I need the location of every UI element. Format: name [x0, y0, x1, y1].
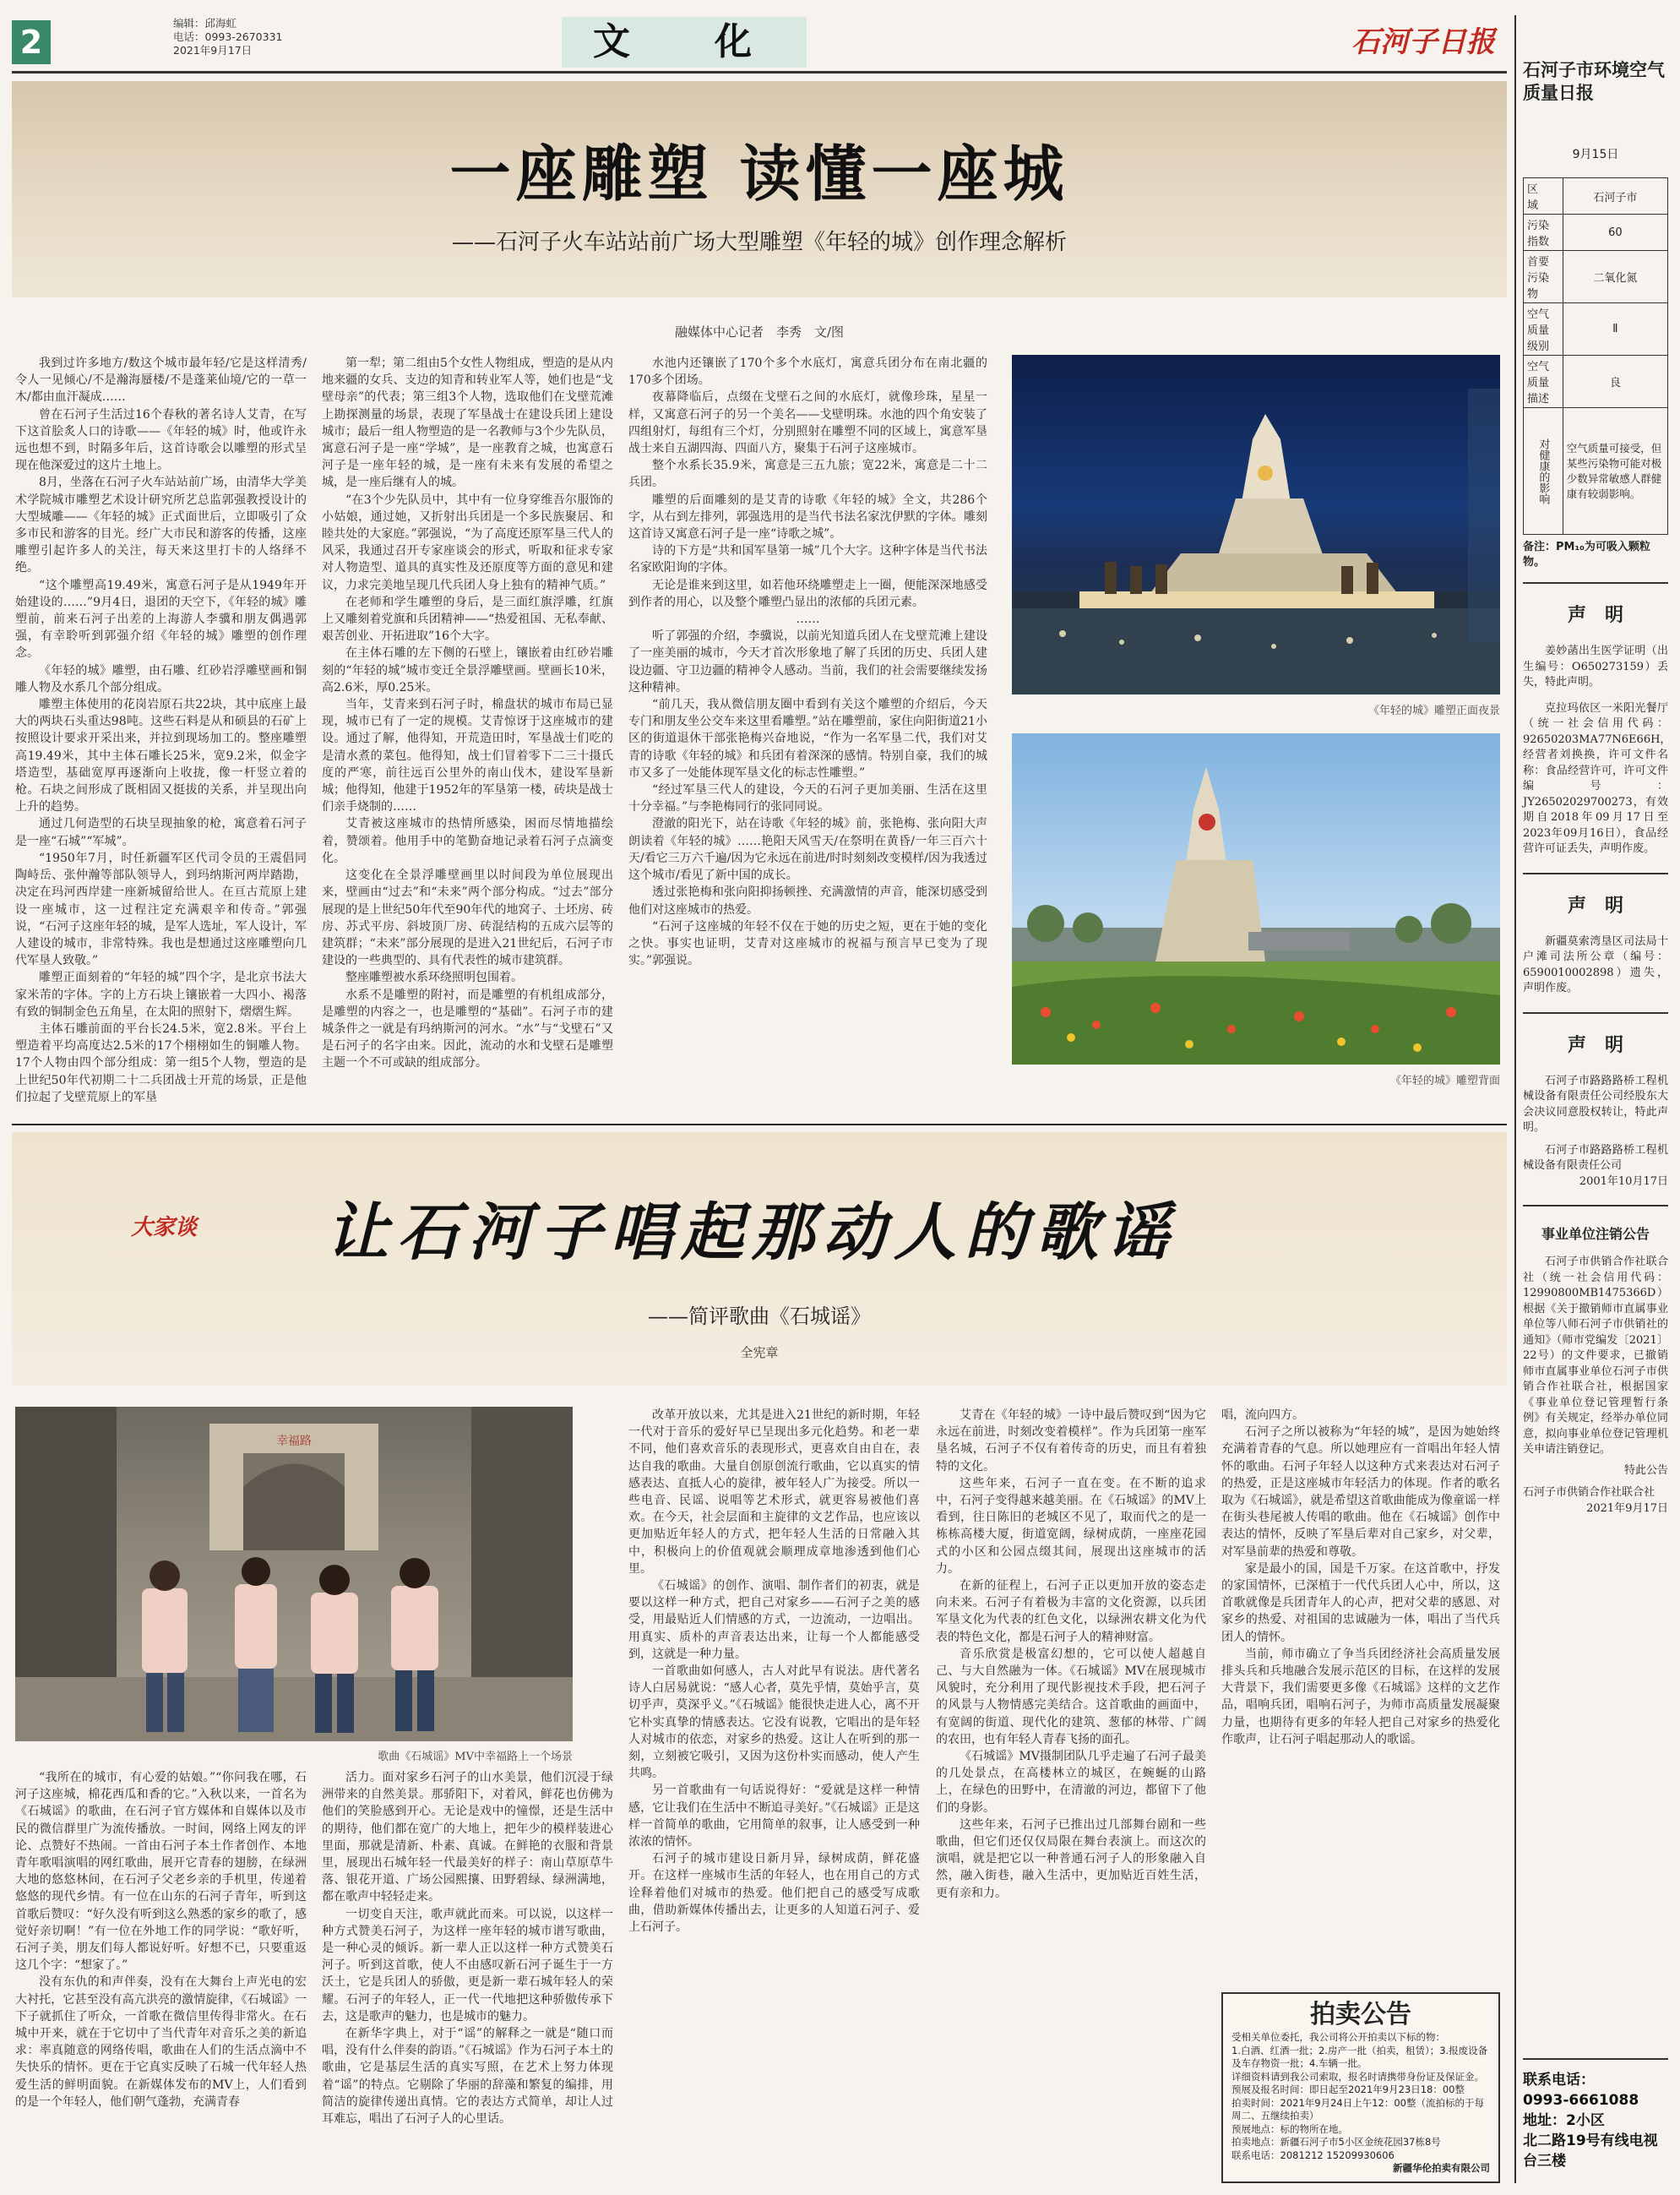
mv-photo-caption: 歌曲《石城谣》MV中幸福路上一个场景 — [378, 1751, 573, 1763]
notice-date: 2001年10月17日 — [1579, 1174, 1668, 1188]
article1-paragraph: 雕塑正面刻着的“年轻的城”四个字，是北京书法大家米芾的字体。字的上方石块上镶嵌着一大四小、褐落有致的铜制金色五角星，在太阳的照射下，熠熠生辉。 — [15, 971, 307, 1019]
aq-title: 石河子市环境空气质量日报 — [1523, 60, 1665, 103]
aq-value: 良 — [1563, 356, 1667, 408]
notice-text: 石河子市路路路桥工程机械设备有限责任公司经股东大会决议同意股权转让，特此声明。 — [1523, 1074, 1668, 1134]
article2-column-5 — [1221, 1407, 1500, 1981]
auction-line: 拍卖地点：新疆石河子市5小区金统花园37栋8号 — [1231, 2136, 1441, 2148]
aq-note: 备注：PM₁₀为可吸入颗粒物。 — [1523, 541, 1650, 569]
article2-paragraph: 这些年来，石河子一直在变。在不断的追求中，石河子变得越来越美丽。在《石城谣》的MV上看到，往日陈旧的老城区不见了，取而代之的是一栋栋高楼大厦，街道宽阔，绿树成荫，一座座花园式的小区和公园点缀其间，展现出这座城市的活力。 — [936, 1476, 1206, 1576]
article1-paragraph: 雕塑主体使用的花岗岩原石共22块，其中底座上最大的两块石头重达98吨。这些石料是从和硕县的石矿上按照设计要求开采出来，并拉到现场加工的。整座雕塑高19.49米，其中主体石雕长25米，宽9.2米，似金字塔造型，基础宽厚再逐渐向上收拢，像一杆竖立着的枪。石块之间形成了既相固又挺拔的关系，并呈现出向上升的趋势。 — [15, 698, 307, 814]
sidebar — [1523, 17, 1672, 2183]
article1-paragraph: 《年轻的城》雕塑，由石雕、红砂岩浮雕壁画和铜雕人物及水系几个部分组成。 — [15, 663, 307, 694]
article2-paragraph: 一首歌曲如何感人，古人对此早有说法。唐代著名诗人白居易就说：“感人心者，莫先乎情，莫始乎言，莫切乎声，莫深乎义。”《石城谣》能很快走进人心，离不开它朴实真挚的情感表达。它没有说教，它唱出的是年轻人对城市的依恋，对家乡的热爱。这让人在听到的那一刻，立刻被它吸引，又因为这份朴实而感动，使人产生共鸣。 — [628, 1664, 920, 1781]
auction-title: 拍卖公告 — [1310, 2000, 1411, 2029]
article1-paragraph: 曾在石河子生活过16个春秋的著名诗人艾青，在写下这首脍炙人口的诗歌——《年轻的城》时，他或许永远也想不到，时隔多年后，这首诗歌会以雕塑的形式呈现在他深爱过的这片土地上。 — [15, 407, 307, 473]
notice-title: 声 明 — [1567, 895, 1623, 917]
contact-address: 地址：2小区 — [1523, 2112, 1605, 2129]
article1-paragraph: 雕塑的后面雕刻的是艾青的诗歌《年轻的城》全文，共286个字，从右到左排列，郭强选用的是当代书法名家沈伊默的字体。雕刻这首诗又寓意石河子是一座“诗歌之城”。 — [628, 493, 987, 542]
notice-text: 新疆莫索湾垦区司法局十户滩司法所公章（编号：6590010002898）遗失，声明作废。 — [1523, 934, 1668, 994]
article1-paragraph: 澄澈的阳光下，站在诗歌《年轻的城》前，张艳梅、张向阳大声朗读着《年轻的城》……艳阳天风雪天/在祭明在黄昏/一年三百六十天/看它三万六千遍/因为它永远在前进/时时刻刻改变模样/因为我透过这个城市/看见了新中国的成长。 — [628, 817, 987, 883]
article1-paragraph: 水系不是雕塑的附衬，而是雕塑的有机组成部分，是雕塑的内容之一，也是雕塑的“基础”。石河子市的建城条件之一就是有玛纳斯河的河水。“水”与“戈壁石”又是石河子的名字由来。因此，流动的水和戈壁石是雕塑主题一个不可或缺的组成部分。 — [322, 988, 613, 1070]
article1-paragraph: 无论是谁来到这里，如若他环绕雕塑走上一圈，便能深深地感受到作者的用心，以及整个雕塑凸显出的浓郁的兵团元素。 — [628, 578, 987, 609]
notice-title: 事业单位注销公告 — [1541, 1226, 1650, 1242]
article1-paragraph: 诗的下方是“共和国军垦第一城”几个大字。这种字体是当代书法名家欧阳询的字体。 — [628, 544, 987, 575]
article1-paragraph: “经过军垦三代人的建设，今天的石河子更加美丽、生活在这里十分幸福。”与李艳梅同行的张同同说。 — [628, 783, 987, 814]
article1-paragraph: 当年，艾青来到石河子时，棉盘状的城市布局已显现，城市已有了一定的规模。艾青惊讶于这座城市的建设。通过了解，他得知，开荒造田时，军垦战士们吃的是清水煮的菜包。他得知，战士们冒着零下二三十摄氏度的严寒，前往远百公里外的南山伐木，建设军垦新城；他得知，他建于1952年的军垦第一楼，砖块是战士们亲手烧制的…… — [322, 698, 613, 814]
auction-line: 受相关单位委托，我公司将公开拍卖以下标的物： — [1231, 2031, 1445, 2043]
article1-paragraph: “1950年7月，时任新疆军区代司令员的王震倡同陶峙岳、张仲瀚等部队领导人，到玛纳斯河两岸踏勘，决定在玛河西岸建一座新城留给世人。在亘古荒原上建设一座城市，这一过程注定充满艰辛和传奇。”郭强说，“石河子这座年轻的城，是军人选址，军人设计，军人建设的城市，非常特殊。我也是想通过这座雕塑向几代军垦人致敬。” — [15, 851, 307, 968]
sculpture-night-photo — [1012, 355, 1500, 694]
article1-column-1 — [15, 355, 307, 1104]
article1-paragraph: 夜幕降临后，点缀在戈壁石之间的水底灯，就像珍珠，星星一样，又寓意石河子的另一个美名——戈壁明珠。水池的四个角安装了四组射灯，每组有三个灯，分别照射在雕塑不同的区域上，寓意军垦战士来自五湖四海、四面八方，聚集于石河子这座城市。 — [628, 390, 987, 456]
column-tag: 大家谈 — [131, 1215, 198, 1240]
article1-paragraph: 我到过许多地方/数这个城市最年轻/它是这样清秀/令人一见倾心/不是瀚海蜃楼/不是蓬莱仙境/它的一草一木/都由血汗凝成…… — [15, 357, 307, 405]
notice-text: 石河子市供销合作社联合社（统一社会信用代码：12990800MB1475366D）根据《关于撤销师市直属事业单位等八师石河子市供销社的通知》（师市党编发〔2021〕22号）的文件要求，已撤销师市直属事业单位石河子市供销合作社联合社，根据国家《事业单位登记管理暂行条例》有关规定，经举办单位同意，拟向事业单位登记管理机关申请注销登记。 — [1523, 1255, 1668, 1456]
aq-value: Ⅱ — [1563, 303, 1667, 356]
article2-paragraph: 《石城谣》的创作、演唱、制作者们的初衷，就是要以这样一种方式，把自己对家乡——石河子之美的感受，用最贴近人们情感的方式，一边流动，一边唱出。用真实、质朴的声音表达出来，让每一个人都能感受到，这就是一种力量。 — [628, 1579, 920, 1661]
article1-paragraph: …… — [796, 613, 820, 627]
article2-title: 让石河子唱起那动人的歌谣 — [326, 1196, 1177, 1269]
auction-line: 1.白酒、红酒一批；2.房产一批（拍卖，租赁）；3.报废设备及车存物资一批；4.车辆一批。 — [1231, 2044, 1488, 2069]
article2-paragraph: 一切变自天注，歌声就此而来。可以说，以这样一种方式赞美石河子，为这样一座年轻的城市谱写歌曲，是一种心灵的倾诉。新一辈人正以这样一种方式赞美石河子。听到这首歌，使人不由感叹新石河子诞生于一方沃土，它是兵团人的骄傲，更是新一辈石城年轻人的荣耀。石河子的年轻人，正一代一代地把这种骄傲传承下去，这是歌声的魅力，也是城市的魅力。 — [322, 1907, 613, 2023]
aq-value: 空气质量可接受，但某些污染物可能对极少数异常敏感人群健康有较弱影响。 — [1563, 408, 1667, 535]
section-title: 文 化 — [593, 20, 775, 63]
page-number-badge — [12, 20, 51, 64]
notice-special: 特此公告 — [1623, 1463, 1668, 1477]
mv-scene-photo — [15, 1407, 573, 1741]
auction-company: 新疆华伦拍卖有限公司 — [1393, 2162, 1490, 2174]
article2-paragraph: 活力。面对家乡石河子的山水美景，他们沉浸于绿洲带来的自然美景。那骄阳下，对着风，鲜花也仿佛为他们的笑脸感到开心。无论是戏中的憧憬，还是生活中的期待，他们都在宽广的大地上，把年少的模样装进心里面，那就是清新、朴素、真诚。在鲜艳的衣服和背景里，展现出石城年轻一代最美好的样子：南山草原草牛落、银花开道、广场公园熙攘、田野碧绿、绿洲满地，都在歌声中轻轻走来。 — [322, 1771, 613, 1904]
auction-line: 预展及报名时间：即日起至2021年9月23日18：00整 — [1231, 2083, 1465, 2095]
article2-column-2 — [322, 1769, 613, 2183]
article2-paragraph: 唱，流向四方。 — [1221, 1408, 1304, 1422]
article2-column-4 — [936, 1407, 1206, 2183]
contact-label: 联系电话： — [1523, 2072, 1595, 2089]
article1-paragraph: 这变化在全景浮雕壁画里以时间段为单位展现出来，壁画由“过去”和“未来”两个部分构成。“过去”部分展现的是上世纪50年代至90年代的地窝子、土坯房、砖房、苏式平房、斜坡顶厂房、砖混结构的五成六层等的建筑群；“未来”部分展现的是进入21世纪后，石河子市建设的一些典型的、具有代表性的城市建筑群。 — [322, 869, 613, 968]
paper-logo: 石河子日报 — [1351, 25, 1495, 59]
article2-paragraph: 在新的征程上，石河子正以更加开放的姿态走向未来。石河子有着极为丰富的文化资源，以兵团军垦文化为代表的红色文化，以绿洲农耕文化为代表的特色文化，都是石河子人的精神财富。 — [936, 1579, 1206, 1644]
aq-key: 空气质量级别 — [1524, 303, 1563, 356]
auction-line: 联系电话：2081212 15209930606 — [1231, 2149, 1395, 2161]
article1-paragraph: 在老师和学生雕塑的身后，是三面红旗浮雕，红旗上又雕刻着党旗和兵团精神——“热爱祖国、无私奉献、艰苦创业、开拓进取”16个大字。 — [322, 595, 613, 644]
aq-key: 空气质量描述 — [1524, 356, 1563, 408]
aq-value: 60 — [1563, 215, 1667, 251]
contact-phone: 0993-6661088 — [1523, 2092, 1639, 2109]
contact-address: 北二路19号有线电视台三楼 — [1523, 2132, 1658, 2170]
aq-key: 对健康的影响 — [1524, 408, 1563, 535]
editor-name: 编辑：邱海虹 — [173, 17, 237, 30]
article2-paragraph: “我所在的城市，有心爱的姑娘。”“你问我在哪，石河子这座城，棉花西瓜和香的它。”入秋以来，一首名为《石城谣》的歌曲，在石河子官方媒体和自媒体以及市民的微信群里广为流传播放。一时间，网络上网友的评论、点赞好不热闹。一首由石河子本土作者创作、本地青年歌唱演唱的网红歌曲，展开它青春的翅膀，在绿洲大地的悠悠林间，在石河子父老乡亲的手机里，传递着悠悠的现代乡情。有一位在山东的石河子青年，听到这首歌后赞叹：“好久没有听到这么熟悉的家乡的歌了，感觉好亲切啊！”有一位在外地工作的同学说：“歌好听，石河子美，朋友们每人都说好听。好想不已，只要重返这几个字：“想家了。” — [15, 1771, 307, 1973]
photo-caption-night: 《年轻的城》雕塑正面夜景 — [1367, 705, 1500, 717]
contact-box — [1523, 2058, 1668, 2171]
article2-paragraph: 另一首歌曲有一句话说得好：“爱就是这样一种情感，它让我们在生活中不断追寻美好。”《石城谣》正是这样一首简单的歌曲，它用简单的叙事，让人感受到一种浓浓的情怀。 — [628, 1784, 920, 1849]
sculpture-night-illustration — [1012, 355, 1500, 694]
article1-paragraph: “前几天，我从微信朋友圈中看到有关这个雕塑的介绍后，今天专门和朋友坐公交车来这里看雕塑。”站在雕塑前，家住向阳街道21小区的街道退休干部张艳梅兴奋地说，“作为一名军垦二代，我们对艾青的诗歌《年轻的城》和兵团有着深深的感情。特别自豪，我们的城市又多了一处能体现军垦文化的标志性雕塑。” — [628, 698, 987, 780]
article1-paragraph: 在主体石雕的左下侧的石壁上，镶嵌着由红砂岩雕刻的“年轻的城”城市变迁全景浮雕壁画。壁画长10米，高2.6米，厚0.25米。 — [322, 646, 613, 694]
sculpture-day-photo — [1012, 733, 1500, 1065]
article2-paragraph: 没有东仇的和声伴奏，没有在大舞台上声光电的宏大衬托，它甚至没有高亢洪亮的激情旋律，《石城谣》一下子就抓住了听众，一首歌在微信里传得非常火。在石城中开来，就在于它切中了当代青年对音乐之美的新追求：率真随意的网络传唱，歌曲在人们的生活点滴中不失快乐的情怀。更在于它真实反映了石城一代年轻人热爱生活的鲜明面貌。在新媒体发布的MV上，人们看到的是一个年轻人，他们朝气蓬勃，充满青春 — [15, 1975, 307, 2109]
article2-paragraph: 在新华字典上，对于“谣”的解释之一就是“随口而唱，没有什么伴奏的韵语。”《石城谣》作为石河子本土的歌曲，它是基层生活的真实写照，在艺术上努力体现着“谣”的特点。它剔除了华丽的辞藻和繁复的编排，用简洁的旋律传递出真情。它的表达方式简单，却让人过耳难忘，唱出了石河子人的心里话。 — [322, 2027, 613, 2127]
sculpture-day-illustration — [1012, 733, 1500, 1065]
article2-byline: 全宪章 — [740, 1345, 779, 1360]
article1-paragraph: 整座雕塑被水系环绕照明包围着。 — [345, 971, 523, 985]
mv-scene-illustration — [15, 1407, 573, 1741]
article1-title: 一座雕塑 读懂一座城 — [449, 139, 1069, 210]
article2-paragraph: 石河子的城市建设日新月异，绿树成荫，鲜花盛开。在这样一座城市生活的年轻人，也在用自己的方式诠释着他们对城市的热爱。他们把自己的感受写成歌曲，借助新媒体传播出去，让更多的人知道石河子、爱上石河子。 — [628, 1852, 920, 1935]
article2-paragraph: 音乐欣赏是极富幻想的，它可以使人超越自己、与大自然融为一体。《石城谣》MV在展现城市风貌时，充分利用了现代影视技术手段，把石河子的风景与人物情感完美结合。这首歌曲的画面中，有宽阔的街道、现代化的建筑、葱郁的林带、广阔的农田，也有年轻人青春飞扬的面孔。 — [936, 1647, 1206, 1746]
article2-paragraph: 当前，师市确立了争当兵团经济社会高质量发展排头兵和兵地融合发展示范区的目标，在这样的发展大背景下，我们需要更多像《石城谣》这样的文艺作品，唱响兵团，唱响石河子，为师市高质量发展凝聚力量，也期待有更多的年轻人把自己对家乡的热爱化作歌声，让石河子唱起那动人的歌谣。 — [1221, 1647, 1500, 1746]
aq-value: 二氧化氮 — [1563, 251, 1667, 303]
notice-sign: 石河子市路路路桥工程机械设备有限责任公司 — [1523, 1143, 1668, 1172]
aq-key: 污染指数 — [1524, 215, 1563, 251]
article1-paragraph: “石河子这座城的年轻不仅在于她的历史之短，更在于她的变化之快。事实也证明，艾青对这座城市的祝福与预言早已变为了现实。”郭强说。 — [628, 919, 987, 968]
article2-paragraph: 石河子之所以被称为“年轻的城”，是因为她始终充满着青春的气息。所以她理应有一首唱出年轻人情怀的歌曲。石河子年轻人以这种方式来表达对石河子的热爱，正是这座城市年轻活力的体现。作者的歌名取为《石城谣》，就是希望这首歌曲能成为像童谣一样在街头巷尾被人传唱的歌曲。他在《石城谣》创作中表达的情怀，反映了军垦后辈对自己家乡，对父辈，对军垦前辈的热爱和尊敬。 — [1221, 1425, 1500, 1559]
article2-subtitle: ——简评歌曲《石城谣》 — [648, 1304, 871, 1328]
article2-column-1 — [15, 1769, 307, 2183]
article1-paragraph: 艾青被这座城市的热情所感染，困而尽情地描绘着，赞颂着。他用手中的笔勤奋地记录着石河子点滴变化。 — [322, 817, 613, 865]
article2-column-3 — [628, 1407, 920, 2183]
article1-paragraph: 主体石雕前面的平台长24.5米，宽2.8米。平台上塑造着平均高度达2.5米的17个栩栩如生的铜雕人物。17个人物由四个部分组成：第一组5个人物，塑造的是上世纪50年代初期二十二兵团战士开荒的场景，正是他们拉起了戈壁荒原上的军垦 — [15, 1021, 307, 1104]
editor-phone: 电话：0993-2670331 — [173, 30, 283, 43]
article2-paragraph: 家是最小的国，国是千万家。在这首歌中，抒发的家国情怀，已深植于一代代兵团人心中，所以，这首歌就像是兵团青年人的心声，把对父辈的感恩、对家乡的热爱、对祖国的忠诚融为一体，唱出了当代兵团人的情怀。 — [1221, 1561, 1500, 1644]
aq-key: 首要污染物 — [1524, 251, 1563, 303]
article1-paragraph: 第一犁；第二组由5个女性人物组成，塑造的是从内地来疆的女兵、支边的知青和转业军人等，她们也是“戈壁母亲”的代表；第三组3个人物，选取他们在戈壁荒滩上勘探测量的场景，表现了军垦战士在建设兵团上建设城市；最后一组人物塑造的是一名教师与3个少先队员，寓意石河子是一座“学城”，是一座教育之城，也寓意石河子是一座年轻的城，是一座有未来有发展的希望之城，是一座后继有人的城。 — [322, 357, 613, 490]
article1-column-3 — [628, 355, 987, 1095]
aq-key: 区 域 — [1524, 178, 1563, 215]
article1-subtitle: ——石河子火车站站前广场大型雕塑《年轻的城》创作理念解析 — [451, 230, 1067, 255]
article1-paragraph: 8月，坐落在石河子火车站站前广场，由清华大学美术学院城市雕塑艺术设计研究所艺总监郭强教授设计的大型城雕——《年轻的城》正式面世后，立即吸引了众多市民和游客的目光。经广大市民和游客的传播，这座雕塑引起许多人的关注，每天来这里打卡的人络绎不绝。 — [15, 476, 307, 575]
article1-paragraph: 听了郭强的介绍，李骥说，以前光知道兵团人在戈壁荒滩上建设了一座美丽的城市，今天才首次形象地了解了兵团的历史、兵团人建设边疆、守卫边疆的精神令人感动。当前，我们的社会需要继续发扬这种精神。 — [628, 629, 987, 694]
auction-line: 预展地点：标的物所在地。 — [1231, 2122, 1348, 2135]
notice-text: 姜妙菡出生医学证明（出生编号：O650273159）丢失，特此声明。 — [1523, 645, 1668, 689]
article2-paragraph: 艾青在《年轻的城》一诗中最后赞叹到“因为它永远在前进，时刻改变着模样”。作为兵团第一座军垦名城，石河子不仅有着传奇的历史，而且有着独特的文化。 — [936, 1408, 1206, 1473]
article1-column-2 — [322, 355, 613, 1095]
notice-title: 声 明 — [1567, 605, 1623, 626]
article1-paragraph: 整个水系长35.9米，寓意是三五九旅；宽22米，寓意是二十二兵团。 — [628, 459, 987, 490]
article1-paragraph: 水池内还镶嵌了170个多个水底灯，寓意兵团分布在南北疆的170多个团场。 — [628, 357, 987, 388]
photo-caption-day: 《年轻的城》雕塑背面 — [1389, 1075, 1500, 1087]
section-banner — [562, 17, 807, 68]
notice-text: 克拉玛依区一米阳光餐厅（统一社会信用代码：92650203MA77N6E66H，经营者刘换换，许可文件名称：食品经营许可，许可文件编号：JY26502029700273，有效期自2018年09月17日至2023年09月16日），食品经营许可证丢失，声明作废。 — [1523, 701, 1672, 855]
auction-line: 详细资料请到我公司索取，报名时请携带身份证及保证金。 — [1231, 2070, 1484, 2083]
notice-title: 声 明 — [1567, 1034, 1623, 1056]
arch-sign: 幸福路 — [276, 1435, 312, 1448]
issue-date: 2021年9月17日 — [173, 44, 253, 57]
page-number: 2 — [19, 24, 43, 61]
article1-byline: 融媒体中心记者 李秀 文/图 — [674, 324, 845, 340]
aq-table — [1523, 177, 1668, 535]
article2-paragraph: 《石城谣》MV摄制团队几乎走遍了石河子最美的几处景点，在高楼林立的城区，在蜿蜒的山路上，在绿色的田野中，在清澈的河边，都留下了他们的身影。 — [936, 1750, 1206, 1815]
aq-value: 石河子市 — [1563, 178, 1667, 215]
article1-paragraph: “这个雕塑高19.49米，寓意石河子是从1949年开始建设的……”9月4日，退团的天空下，《年轻的城》雕塑前，前来石河子出差的上海游人李骥和朋友偶遇郭强，有幸聆听到郭强介绍《年轻的城》雕塑的创作理念。 — [15, 578, 307, 661]
notice-date: 2021年9月17日 — [1586, 1501, 1668, 1515]
article1-paragraph: 通过几何造型的石块呈现抽象的枪，寓意着石河子是一座“石城”“军城”。 — [15, 817, 307, 848]
aq-date: 9月15日 — [1572, 148, 1619, 161]
article2-paragraph: 改革开放以来，尤其是进入21世纪的新时期，年轻一代对于音乐的爱好早已呈现出多元化趋势。和老一辈不同，他们喜欢音乐的表现形式，更喜欢自由自在，表达自我的歌曲。大量自创原创流行歌曲，它以真实的情感表达、直抵人心的旋律，被年轻人广为接受。所以一些电音、民谣、说唱等艺术形式，就更容易被他们喜欢。在今天，社会层面和主旋律的文艺作品，也应该以更加贴近年轻人的方式，把年轻人生活的日常融入其中，积极向上的价值观就会顺理成章地渗透到他们心里。 — [628, 1408, 920, 1576]
auction-line: 拍卖时间：2021年9月24日上午12：00整（流拍标的于每周二、五继续拍卖） — [1231, 2096, 1484, 2121]
auction-notice — [1221, 1992, 1500, 2183]
notice-sign: 石河子市供销合作社联合社 — [1523, 1486, 1656, 1499]
article1-paragraph: “在3个少先队员中，其中有一位身穿维吾尔服饰的小姑娘，通过她，又折射出兵团是一个多民族聚居、和睦共处的大家庭。”郭强说，“为了高度还原军垦三代人的风采，我通过召开专家座谈会的形式，听取和征求专家对人物造型、道具的真实性及还原度等方面的意见和建议，力求完美地呈现几代兵团人身上独有的精神气质。” — [322, 493, 613, 592]
article1-paragraph: 透过张艳梅和张向阳抑扬顿挫、充满激情的声音，能深切感受到他们对这座城市的热爱。 — [628, 885, 987, 917]
article2-paragraph: 这些年来，石河子已推出过几部舞台剧和一些歌曲，但它们还仅仅局限在舞台表演上。而这次的演唱，就是把它以一种普通石河子人的形象融入自然，融入街巷，融入生活中，更加贴近百姓生活，更有亲和力。 — [936, 1817, 1206, 1900]
